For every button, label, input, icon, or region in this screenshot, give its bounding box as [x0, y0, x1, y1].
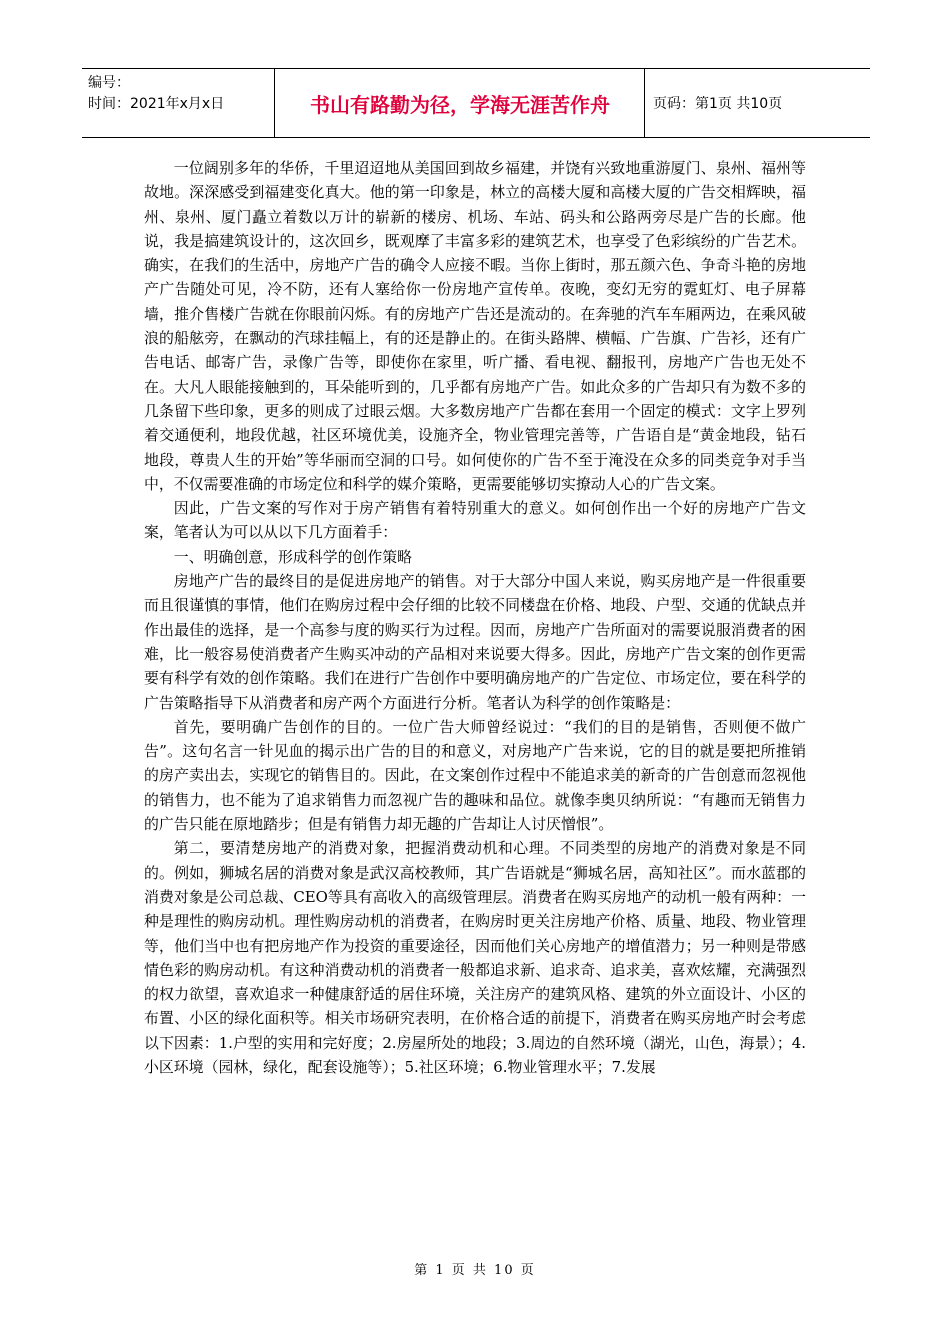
document-body — [144, 156, 806, 1079]
paragraph-second: 第二，要清楚房地产的消费对象，把握消费动机和心理。不同类型的房地产的消费对象是不同的。例如，狮城名居的消费对象是武汉高校教师，其广告语就是“狮城名居，高知社区”。而水蓝郡的消费对象是公司总裁、CEO等具有高收入的高级管理层。消费者在购买房地产的动机一般有两种：一种是理性的购房动机。理性购房动机的消费者，在购房时更关注房地产价格、质量、地段、物业管理等，他们当中也有把房地产作为投资的重要途径，因而他们关心房地产的增值潜力；另一种则是带感情色彩的购房动机。有这种消费动机的消费者一般都追求新、追求奇、追求美，喜欢炫耀，充满强烈的权力欲望，喜欢追求一种健康舒适的居住环境，关注房产的建筑风格、建筑的外立面设计、小区的布置、小区的绿化面积等。相关市场研究表明，在价格合适的前提下，消费者在购买房地产时会考虑以下因素：1.户型的实用和完好度；2.房屋所处的地段；3.周边的自然环境（湖光，山色，海景）；4.小区环境（园林，绿化，配套设施等）；5.社区环境；6.物业管理水平；7.发展 — [144, 839, 806, 1076]
date-label: 时间：2021年x月x日 — [88, 96, 225, 112]
page-footer: 第 1 页 共 10 页 — [414, 1263, 536, 1278]
page-header — [82, 68, 870, 138]
paragraph-thus: 因此，广告文案的写作对于房产销售有着特别重大的意义。如何创作出一个好的房地产广告文案，笔者认为可以从以下几方面着手： — [144, 499, 806, 542]
header-motto: 书山有路勤为径，学海无涯苦作舟 — [276, 69, 645, 137]
header-page-info: 页码：第1页 共10页 — [653, 96, 783, 112]
paragraph-goal: 房地产广告的最终目的是促进房地产的销售。对于大部分中国人来说，购买房地产是一件很重要而且很谨慎的事情，他们在购房过程中会仔细的比较不同楼盘在价格、地段、户型、交通的优缺点并作出最佳的选择，是一个高参与度的购买行为过程。因而，房地产广告所面对的需要说服消费者的困难，比一般容易使消费者产生购买冲动的产品相对来说要大得多。因此，房地产广告文案的创作更需要有科学有效的创作策略。我们在进行广告创作中要明确房地产的广告定位、市场定位，要在科学的广告策略指导下从消费者和房产两个方面进行分析。笔者认为科学的创作策略是： — [144, 572, 806, 712]
paragraph-intro: 一位阔别多年的华侨，千里迢迢地从美国回到故乡福建，并饶有兴致地重游厦门、泉州、福州等故地。深深感受到福建变化真大。他的第一印象是，林立的高楼大厦和高楼大厦的广告交相辉映，福州、泉州、厦门矗立着数以万计的崭新的楼房、机场、车站、码头和公路两旁尽是广告的长廊。他说，我是搞建筑设计的，这次回乡，既观摩了丰富多彩的建筑艺术，也享受了色彩缤纷的广告艺术。确实，在我们的生活中，房地产广告的确令人应接不暇。当你上街时，那五颜六色、争奇斗艳的房地产广告随处可见，冷不防，还有人塞给你一份房地产宣传单。夜晚，变幻无穷的霓虹灯、电子屏幕墙，推介售楼广告就在你眼前闪烁。有的房地产广告还是流动的。在奔驰的汽车车厢两边，在乘风破浪的船舷旁，在飘动的汽球挂幅上，有的还是静止的。在街头路牌、横幅、广告旗、广告衫，还有广告电话、邮寄广告，录像广告等，即使你在家里，听广播、看电视、翻报刊，房地产广告也无处不在。大凡人眼能接触到的，耳朵能听到的，几乎都有房地产广告。如此众多的广告却只有为数不多的几条留下些印象，更多的则成了过眼云烟。大多数房地产广告都在套用一个固定的模式：文字上罗列着交通便利，地段优越，社区环境优美，设施齐全，物业管理完善等，广告语自是“黄金地段，钻石地段，尊贵人生的开始”等华丽而空洞的口号。如何使你的广告不至于淹没在众多的同类竞争对手当中，不仅需要准确的市场定位和科学的媒介策略，更需要能够切实撩动人心的广告文案。 — [144, 159, 806, 493]
code-label: 编号： — [88, 75, 130, 91]
paragraph-first: 首先，要明确广告创作的目的。一位广告大师曾经说过：“我们的目的是销售，否则便不做广告”。这句名言一针见血的揭示出广告的目的和意义，对房地产广告来说，它的目的就是要把所推销的房产卖出去，实现它的销售目的。因此，在文案创作过程中不能追求美的新奇的广告创意而忽视他的销售力，也不能为了追求销售力而忽视广告的趣味和品位。就像李奥贝纳所说：“有趣而无销售力的广告只能在原地踏步；但是有销售力却无趣的广告却让人讨厌憎恨”。 — [144, 717, 806, 834]
section-heading: 一、明确创意，形成科学的创作策略 — [173, 547, 413, 566]
header-meta — [82, 69, 275, 137]
